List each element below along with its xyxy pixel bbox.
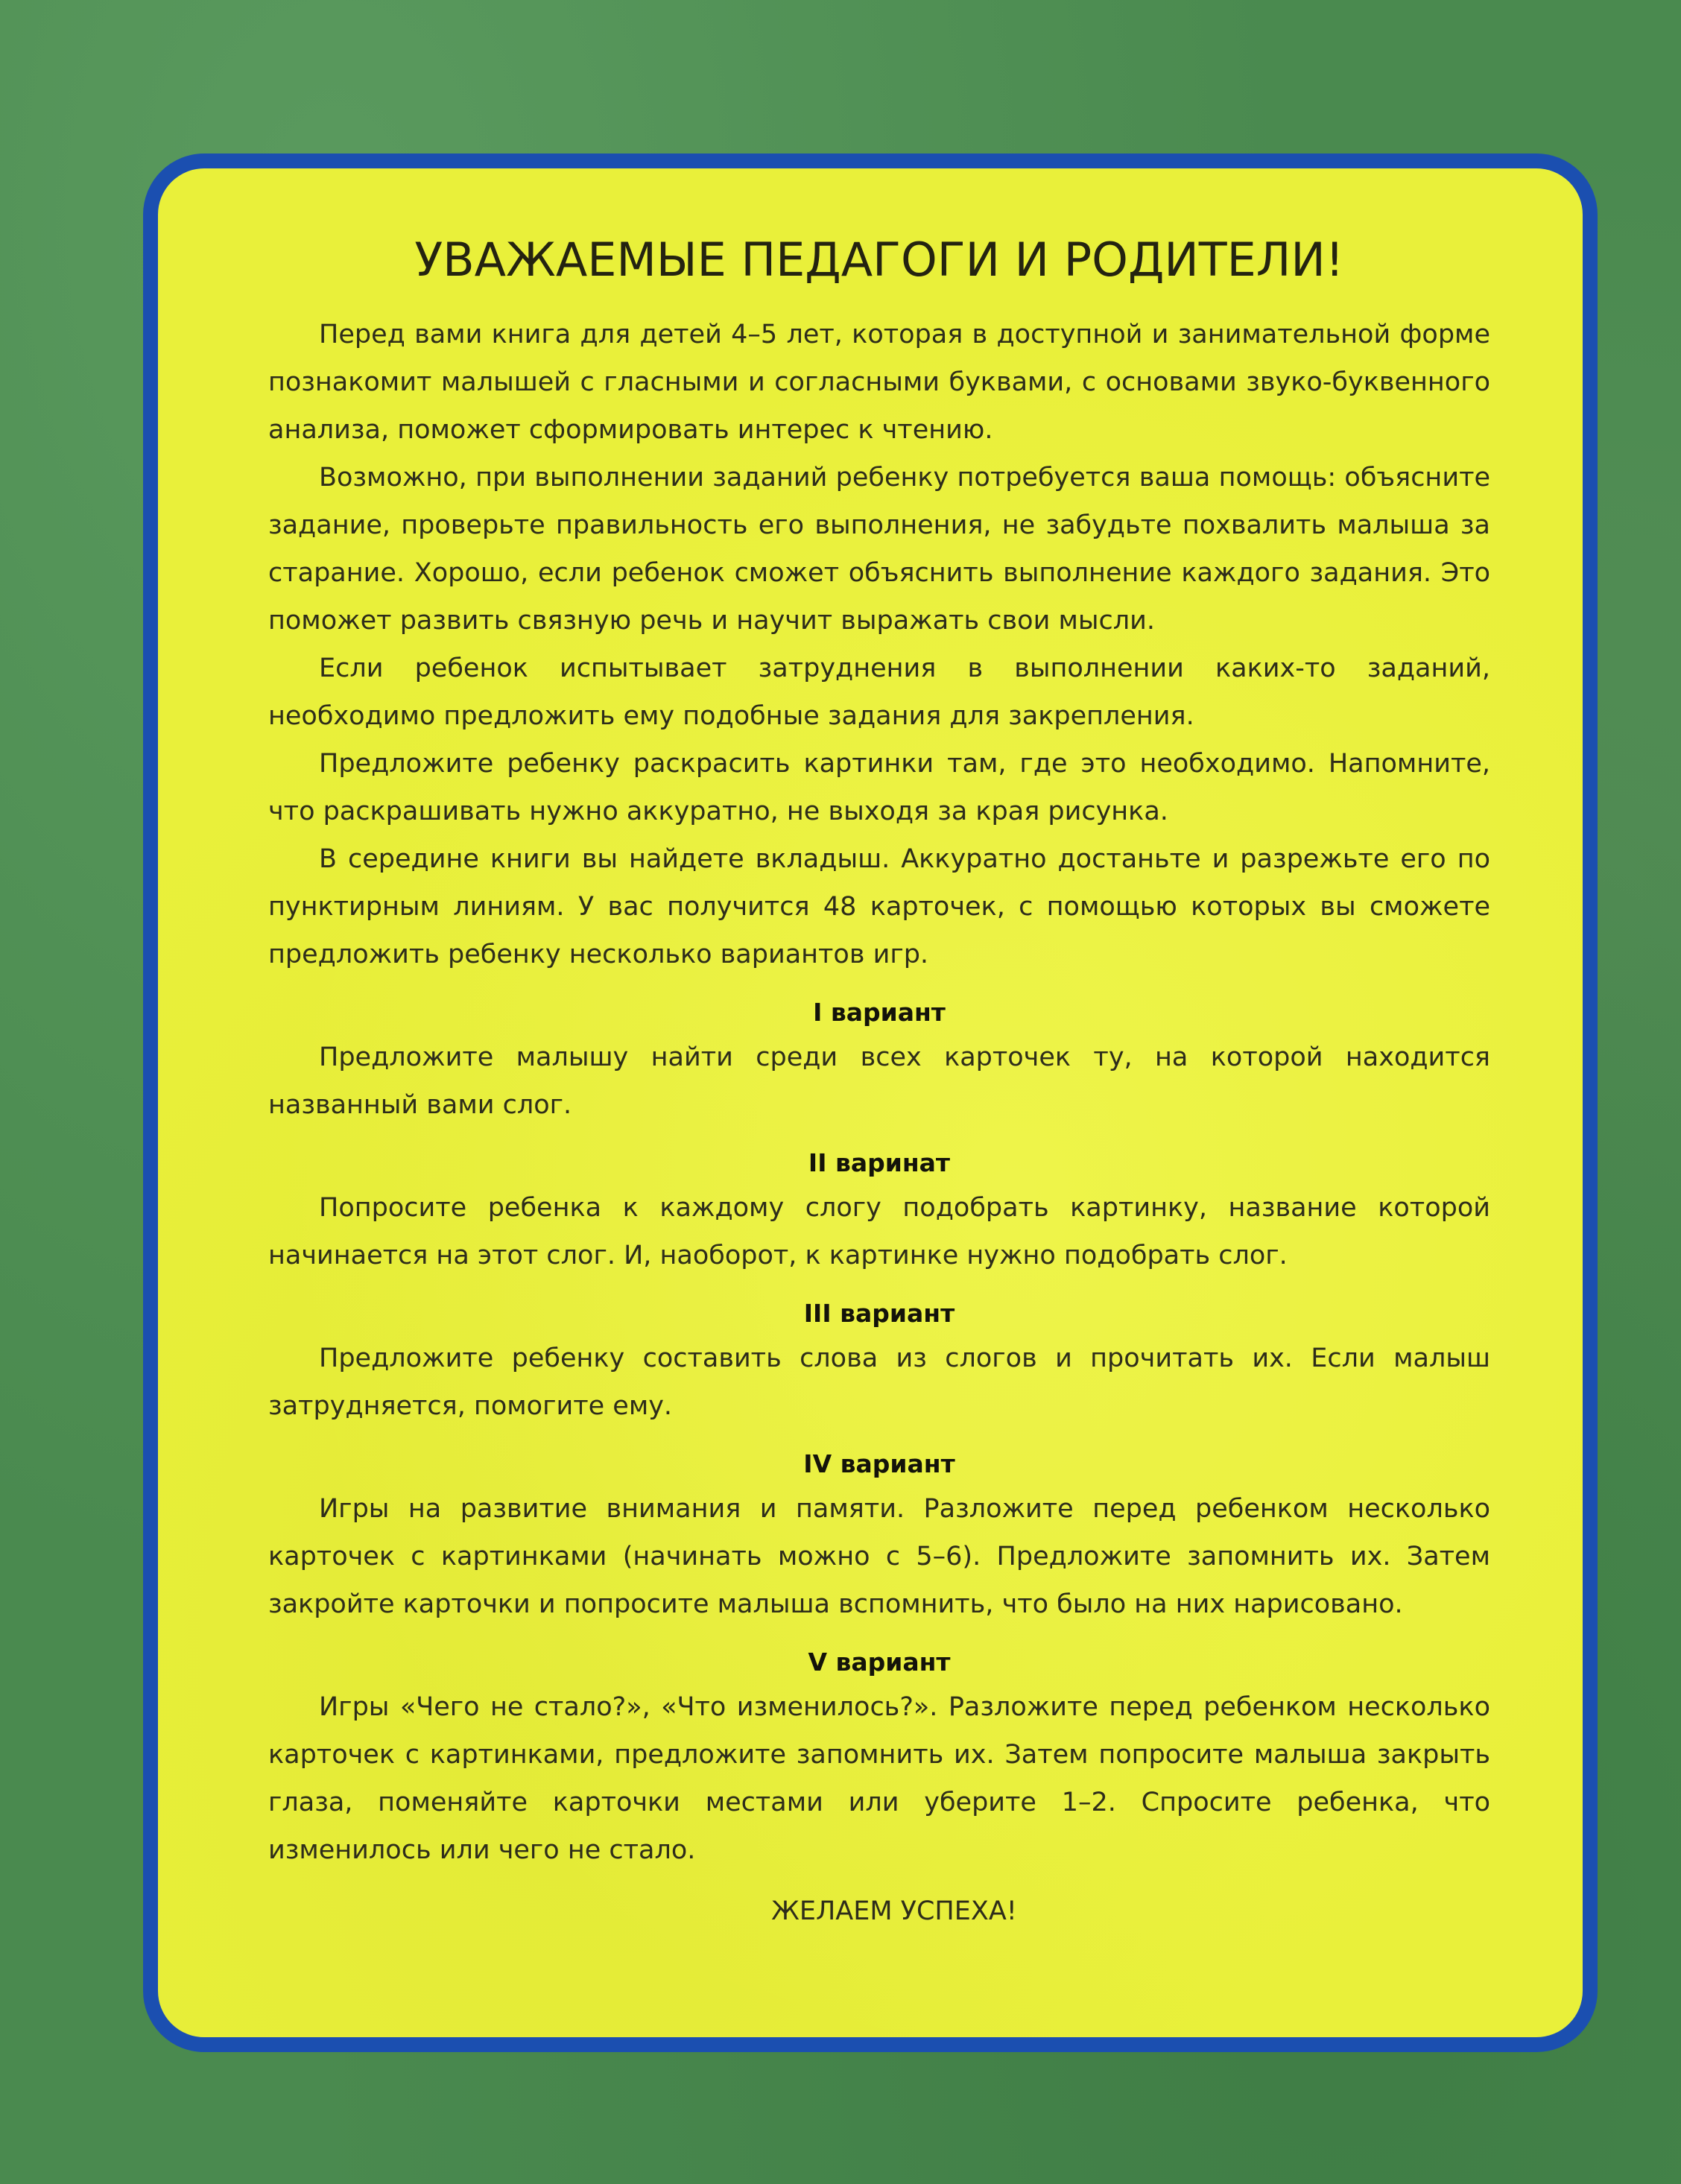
intro-paragraph: Если ребенок испытывает затруднения в выполнении каких-то заданий, необходимо предложить ему подобные задания для закрепления. xyxy=(268,653,1490,731)
intro-paragraph: Предложите ребенку раскрасить картинки там, где это необходимо. Напомните, что раскрашивать нужно аккуратно, не выходя за края рисунка. xyxy=(268,749,1490,826)
variant-text-1: Предложите малышу найти среди всех карточек ту, на которой находится названный вами слог. xyxy=(268,1042,1490,1120)
variant-text-2: Попросите ребенка к каждому слогу подобрать картинку, название которой начинается на этот слог. И, наоборот, к картинке нужно подобрать слог. xyxy=(268,1193,1490,1270)
variant-heading-3: III вариант xyxy=(803,1299,955,1328)
intro-paragraph: В середине книги вы найдете вкладыш. Аккуратно достаньте и разрежьте его по пунктирным линиям. У вас получится 48 карточек, с помощью которых вы сможете предложить ребенку несколько вариантов игр. xyxy=(268,844,1490,969)
variant-text-3: Предложите ребенку составить слова из слогов и прочитать их. Если малыш затрудняется, помогите ему. xyxy=(268,1343,1490,1421)
variant-heading-2: II варинат xyxy=(808,1148,951,1177)
variant-heading-4: IV вариант xyxy=(803,1449,955,1478)
page-title: УВАЖАЕМЫЕ ПЕДАГОГИ И РОДИТЕЛИ! xyxy=(414,232,1344,287)
variant-text-4: Игры на развитие внимания и памяти. Разложите перед ребенком несколько карточек с картинками (начинать можно с 5–6). Предложите запомнить их. Затем закройте карточки и попросите малыша вспомнить, что было на них нарисовано. xyxy=(268,1494,1490,1619)
intro-paragraph: Перед вами книга для детей 4–5 лет, которая в доступной и занимательной форме познакомит малышей с гласными и согласными буквами, с основами звуко-буквенного анализа, поможет сформировать интерес к чтению. xyxy=(268,320,1490,445)
variant-text-5: Игры «Чего не стало?», «Что изменилось?». Разложите перед ребенком несколько карточек с картинками, предложите запомнить их. Затем попросите малыша закрыть глаза, поменяйте карточки местами или уберите 1–2. Спросите ребенка, что изменилось или чего не стало. xyxy=(268,1692,1490,1865)
variant-heading-1: I вариант xyxy=(813,998,946,1027)
closing-wish: ЖЕЛАЕМ УСПЕХА! xyxy=(771,1896,1017,1926)
variant-heading-5: V вариант xyxy=(808,1648,951,1677)
intro-paragraph: Возможно, при выполнении заданий ребенку потребуется ваша помощь: объясните задание, проверьте правильность его выполнения, не забудьте похвалить малыша за старание. Хорошо, если ребенок сможет объяснить выполнение каждого задания. Это поможет развить связную речь и научит выражать свои мысли. xyxy=(268,463,1490,636)
instruction-panel xyxy=(143,153,1598,2052)
panel-content xyxy=(268,232,1490,1932)
